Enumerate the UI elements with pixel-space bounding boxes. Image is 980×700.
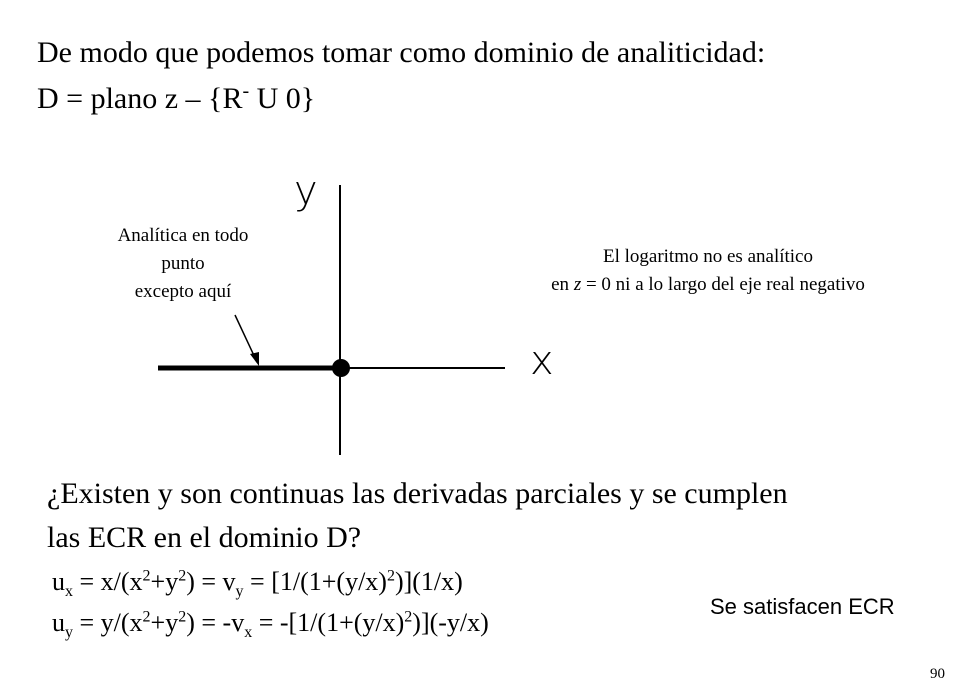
domain-definition-prefix: D = plano z – {R <box>37 82 243 115</box>
question-line-2: las ECR en el dominio D? <box>47 521 362 554</box>
x-axis-label: x <box>530 338 554 384</box>
origin-point <box>332 359 350 377</box>
eq2-part-2: +y <box>150 608 179 637</box>
eq2-sup-3: 2 <box>404 608 413 626</box>
eq2-sup-2: 2 <box>178 608 187 626</box>
question-line-1: ¿Existen y son continuas las derivadas parciales y se cumplen <box>47 477 788 510</box>
analytic-note-line-3: excepto aquí <box>134 281 232 302</box>
eq2-part-3: ) = -v <box>186 608 245 637</box>
eq1-v-sub: y <box>235 583 244 601</box>
eq1-u: u <box>52 567 65 596</box>
eq1-part-2: +y <box>150 567 179 596</box>
log-not-analytic-note <box>468 243 948 299</box>
eq2-v-sub: x <box>244 624 253 642</box>
y-axis-label: y <box>294 168 318 214</box>
log-note-text-pre: en <box>551 274 574 295</box>
eq1-u-sub: x <box>65 583 73 601</box>
eq1-sup-3: 2 <box>386 567 395 585</box>
analytic-note-line-1: Analítica en todo <box>117 225 249 246</box>
eq1-sup-2: 2 <box>178 567 187 585</box>
eq2-part-1: = y/(x <box>73 608 143 637</box>
domain-definition-superscript: - <box>242 80 250 102</box>
ecr-satisfied-note: Se satisfacen ECR <box>710 594 895 619</box>
pointer-arrow-head <box>250 352 259 366</box>
eq2-u: u <box>52 608 65 637</box>
eq2-part-4: = -[1/(1+(y/x) <box>252 608 405 637</box>
eq1-part-1: = x/(x <box>73 567 143 596</box>
page-number: 90 <box>930 666 945 682</box>
eq2-sup-1: 2 <box>142 608 151 626</box>
log-note-variable-z: z <box>573 274 582 295</box>
equation-ux-vy <box>52 567 463 601</box>
domain-definition-suffix: U 0} <box>249 82 316 115</box>
log-note-line-2 <box>468 271 948 299</box>
equation-uy-vx <box>52 608 489 642</box>
analytic-note-line-2: punto <box>161 253 205 274</box>
eq2-u-sub: y <box>65 624 73 642</box>
log-note-line-1: El logaritmo no es analítico <box>602 246 813 267</box>
eq1-part-5: )](1/x) <box>394 567 463 596</box>
eq2-part-5: )](-y/x) <box>412 608 489 637</box>
eq1-part-3: ) = v <box>186 567 236 596</box>
eq1-sup-1: 2 <box>142 567 151 585</box>
analytic-note <box>88 222 278 306</box>
eq1-part-4: = [1/(1+(y/x) <box>243 567 387 596</box>
log-note-text-post: = 0 ni a lo largo del eje real negativo <box>581 274 865 295</box>
heading-line-1: De modo que podemos tomar como dominio de analiticidad: <box>37 36 766 69</box>
